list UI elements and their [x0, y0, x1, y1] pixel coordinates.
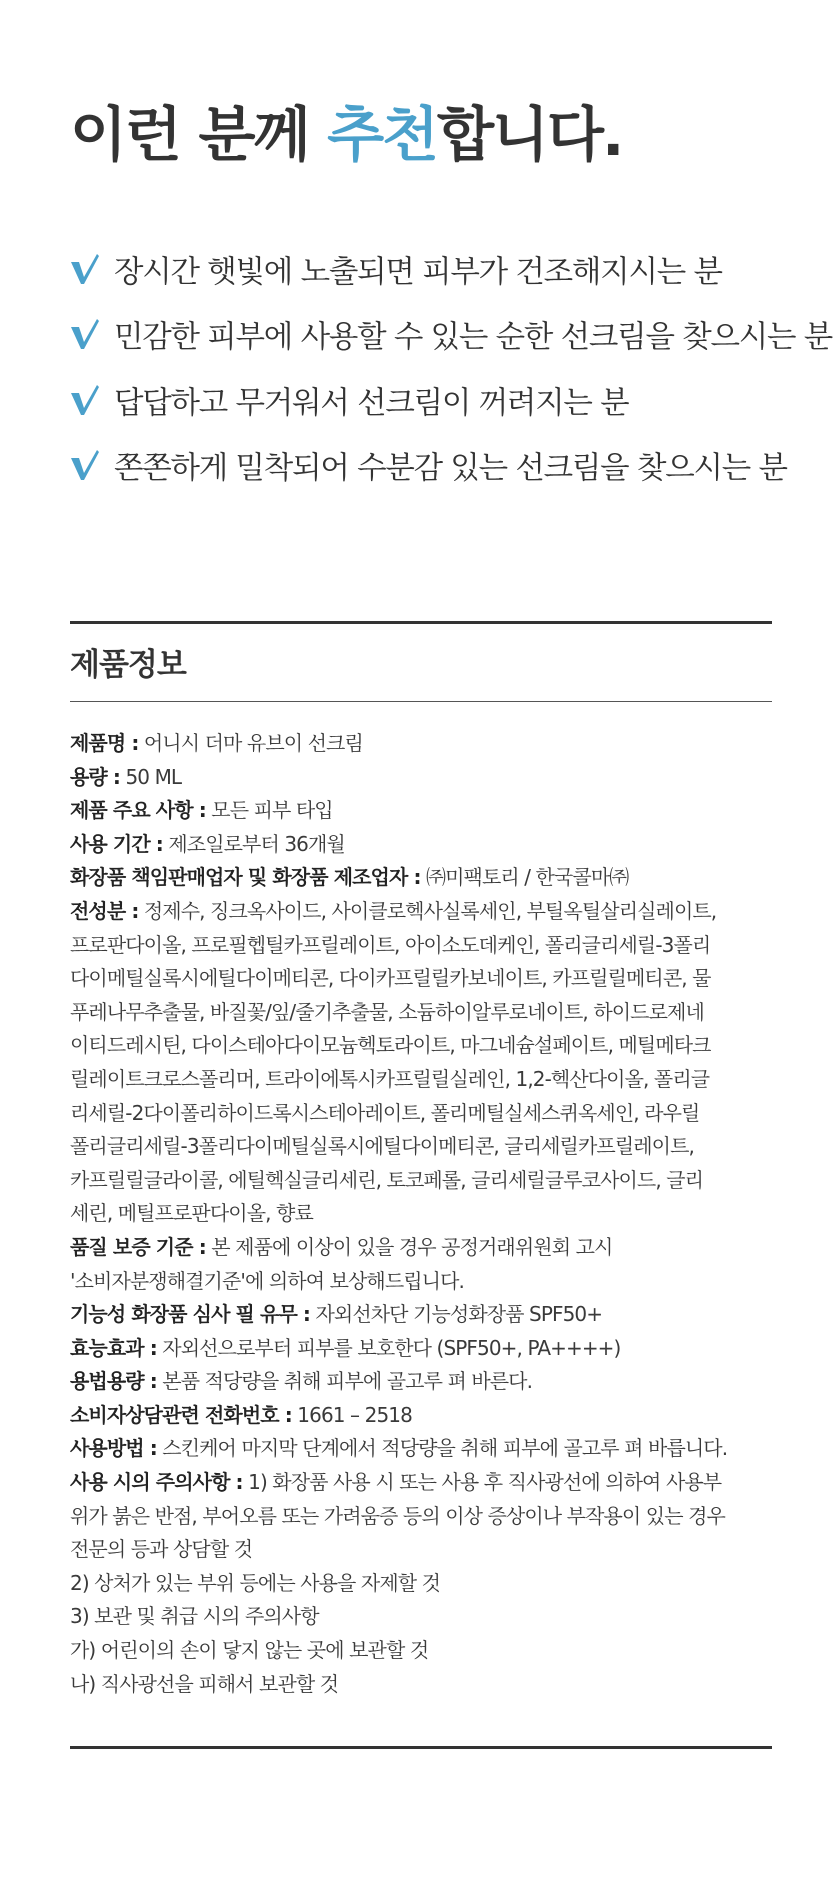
section-divider-top — [70, 621, 772, 624]
info-label: 품질 보증 기준 : — [70, 1234, 206, 1259]
info-label: 소비자상담관련 전화번호 : — [70, 1402, 292, 1427]
info-label: 사용 기간 : — [70, 831, 163, 856]
info-label: 전성분 : — [70, 898, 139, 923]
section-divider-bottom — [70, 1746, 772, 1749]
info-value: ㈜미팩토리 / 한국콜마㈜ — [420, 865, 629, 890]
info-label: 제품명 : — [70, 731, 139, 755]
info-line — [70, 1231, 775, 1265]
info-line — [70, 1130, 775, 1164]
info-line — [70, 996, 775, 1030]
info-line — [70, 929, 775, 963]
info-label: 화장품 책임판매업자 및 화장품 제조업자 : — [70, 865, 421, 890]
info-value: 3) 보관 및 취급 시의 주의사항 — [70, 1604, 319, 1629]
info-line — [70, 1265, 775, 1299]
check-icon — [70, 318, 100, 350]
info-label: 기능성 화장품 심사 필 유무 : — [70, 1302, 311, 1327]
recommend-title — [70, 100, 622, 171]
info-value: 전문의 등과 상담할 것 — [70, 1537, 253, 1562]
info-value: 폴리글리세릴-3폴리다이메틸실록시에틸다이메티콘, 글리세릴카프릴레이트, — [70, 1134, 694, 1159]
info-line — [70, 895, 775, 929]
info-line — [70, 1432, 775, 1466]
info-value: 가) 어린이의 손이 닿지 않는 곳에 보관할 것 — [70, 1638, 429, 1663]
recommend-item-text: 장시간 햇빛에 노출되면 피부가 건조해지시는 분 — [114, 254, 722, 290]
recommend-item — [70, 302, 832, 368]
info-line — [70, 1197, 775, 1231]
section-divider-middle — [70, 701, 772, 702]
info-value: 본품 적당량을 취해 피부에 골고루 펴 바른다. — [156, 1369, 533, 1394]
info-line — [70, 1466, 775, 1500]
info-line — [70, 1668, 775, 1702]
product-info-title: 제품정보 — [70, 647, 186, 683]
info-value: 리세릴-2다이폴리하이드록시스테아레이트, 폴리메틸실세스퀴옥세인, 라우릴 — [70, 1100, 700, 1125]
info-label: 용법용량 : — [70, 1369, 157, 1394]
recommend-title-pre: 이런 분께 — [70, 100, 328, 169]
info-line — [70, 1399, 775, 1433]
info-line — [70, 1365, 775, 1399]
info-line — [70, 1567, 775, 1601]
info-value: 모든 피부 타입 — [205, 798, 333, 823]
info-value: 다이메틸실록시에틸다이메티콘, 다이카프릴릴카보네이트, 카프릴릴메티콘, 물 — [70, 966, 711, 991]
product-info-body — [70, 727, 775, 1701]
info-line — [70, 1029, 775, 1063]
check-icon — [70, 449, 100, 481]
recommend-item — [70, 433, 832, 499]
info-value: '소비자분쟁해결기준'에 의하여 보상해드립니다. — [70, 1268, 464, 1293]
info-label: 사용 시의 주의사항 : — [70, 1470, 243, 1495]
info-line — [70, 1634, 775, 1668]
info-value: 제조일로부터 36개월 — [162, 831, 345, 856]
info-value: 50 ML — [120, 764, 182, 789]
info-value: 1661 – 2518 — [291, 1402, 412, 1427]
info-label: 제품 주요 사항 : — [70, 798, 206, 823]
info-value: 스킨케어 마지막 단계에서 적당량을 취해 피부에 골고루 펴 바릅니다. — [156, 1436, 728, 1461]
check-icon — [70, 253, 100, 285]
info-label: 용량 : — [70, 764, 121, 789]
info-label: 사용방법 : — [70, 1436, 157, 1461]
info-value: 1) 화장품 사용 시 또는 사용 후 직사광선에 의하여 사용부 — [242, 1470, 722, 1495]
info-value: 어니시 더마 유브이 선크림 — [138, 731, 363, 755]
info-value: 릴레이트크로스폴리머, 트라이에톡시카프릴릴실레인, 1,2-헥산다이올, 폴리글 — [70, 1066, 710, 1091]
info-value: 이티드레시틴, 다이스테아다이모늄헥토라이트, 마그네슘설페이트, 메틸메타크 — [70, 1033, 711, 1058]
info-line — [70, 1533, 775, 1567]
info-value: 자외선으로부터 피부를 보호한다 (SPF50+, PA++++) — [156, 1335, 621, 1360]
recommend-item — [70, 367, 832, 433]
info-line — [70, 1097, 775, 1131]
info-value: 2) 상처가 있는 부위 등에는 사용을 자제할 것 — [70, 1570, 441, 1595]
info-line — [70, 1063, 775, 1097]
info-value: 정제수, 징크옥사이드, 사이클로헥사실록세인, 부틸옥틸살리실레이트, — [138, 898, 717, 923]
recommend-item-text: 답답하고 무거워서 선크림이 꺼려지는 분 — [114, 385, 629, 421]
info-line — [70, 1332, 775, 1366]
recommend-item-text: 쫀쫀하게 밀착되어 수분감 있는 선크림을 찾으시는 분 — [114, 451, 787, 487]
info-value: 위가 붉은 반점, 부어오름 또는 가려움증 등의 이상 증상이나 부작용이 있는 경우 — [70, 1503, 725, 1528]
recommend-title-accent: 추천 — [327, 100, 438, 169]
info-line — [70, 761, 775, 795]
info-value: 프로판다이올, 프로필헵틸카프릴레이트, 아이소도데케인, 폴리글리세릴-3폴리 — [70, 932, 711, 957]
info-line — [70, 962, 775, 996]
recommend-title-post: 합니다. — [437, 100, 623, 169]
recommend-item-text: 민감한 피부에 사용할 수 있는 순한 선크림을 찾으시는 분 — [114, 320, 833, 356]
info-line — [70, 794, 775, 828]
info-line — [70, 1164, 775, 1198]
info-line — [70, 727, 775, 761]
recommend-list — [70, 236, 832, 498]
info-value: 푸레나무추출물, 바질꽃/잎/줄기추출물, 소듐하이알루로네이트, 하이드로제네 — [70, 999, 704, 1024]
info-line — [70, 861, 775, 895]
info-line — [70, 828, 775, 862]
info-line — [70, 1500, 775, 1534]
info-line — [70, 1298, 775, 1332]
check-icon — [70, 384, 100, 416]
recommend-item — [70, 236, 832, 302]
info-value: 세린, 메틸프로판다이올, 향료 — [70, 1201, 313, 1226]
info-label: 효능효과 : — [70, 1335, 157, 1360]
info-value: 자외선차단 기능성화장품 SPF50+ — [310, 1302, 603, 1327]
info-line — [70, 1600, 775, 1634]
info-value: 나) 직사광선을 피해서 보관할 것 — [70, 1671, 339, 1696]
info-value: 카프릴릴글라이콜, 에틸헥실글리세린, 토코페롤, 글리세릴글루코사이드, 글리 — [70, 1167, 704, 1192]
info-value: 본 제품에 이상이 있을 경우 공정거래위원회 고시 — [205, 1234, 613, 1259]
